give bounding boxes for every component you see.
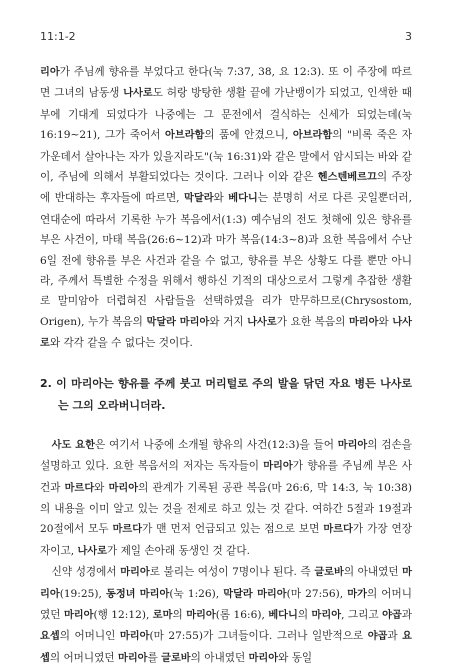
paragraph-1: 리아가 주님께 향유를 부었다고 한다(눅 7:37, 38, 요 12:3). 또 이 주장에 따르면 그녀의 남동생 나사로도 허랑 방탕한 생활 끝에 가난뱅이가 되었고, 인색한 때부에 기대게 되었다가 나중에는 그 문전에서 걸식하는 신세가 되었는데(눅 16:19∼21), 그가 죽어서 아브라함의 품에 안겼으니, 아브라함의 "비록 죽은 자 가운데서 살아나는 자가 있을지라도"(눅 16:31)와 같은 말에서 암시되는 바와 같이, 주님에 의해서 부활되었다는 것이다. 그러나 이와 같은 헨스텐베르끄의 주장에 반대하는 후자들에 따르면, 막달라와 베다니는 분명히 서로 다른 곳일뿐더러, 연대순에 따라서 기록한 누가 복음에서(1:3) 예수님의 전도 첫해에 있은 향유를 부은 사건이, 마태 복음(26:6∼12)과 마가 복음(14:3∼8)과 요한 복음에서 수난 6일 전에 향유를 부은 사건과 같을 수 없고, 향유를 부은 상황도 다를 뿐만 아니라, 주께서 특별한 수정을 위해서 행하신 기적의 대상으로서 그렇게 추잡한 생활로 말미암아 더렵혀진 사람들을 선택하였을 리가 만무하므로(Chrysostom, Origen), 누가 복음의 막달라 마리아와 거지 나사로가 요한 복음의 마리아와 나사로와 각각 같을 수 없다는 것이다. (40, 66, 413, 350)
bold-term: 마리아 (40, 567, 412, 600)
bold-term: 요셉 (40, 631, 413, 664)
bold-term: 리아 (40, 67, 60, 78)
page-number: 3 (405, 30, 412, 43)
bold-term: 베다니 (268, 609, 298, 621)
bold-term: 로마 (152, 609, 173, 621)
paragraph-2: 사도 요한은 여기서 나중에 소개될 향유의 사건(12:3)을 들어 마리아의 검손을 설명하고 있다. 요한 복음서의 저자는 독자들이 마리아가 향유를 주님께 부은 사건과 마르다와 마리아의 관계가 기록된 공관 복음(마 26:6, 막 14:3, 눅 10:38)의 내용을 이미 알고 있는 것을 전제로 하고 있는 것 같다. 여하간 5절과 19절과 20절에서 모두 마르다가 맨 먼저 언급되고 있는 점으로 보면 마르다가 가장 연장자이고, 나사로가 제일 손아래 동생인 것 같다. (40, 438, 413, 557)
bold-term: 야곱 (382, 609, 402, 621)
bold-term: 마르다 (323, 524, 353, 536)
bold-term: 마리아 (263, 461, 293, 473)
bold-term: 야곱 (367, 631, 388, 643)
bold-term: 마르다 (112, 524, 143, 536)
bold-term: 아브라함 (292, 130, 333, 142)
paragraph-3: 신약 성경에서 마리아로 불리는 여성이 7명이나 된다. 즉 글로바의 아내였던 마리아(19:25), 동정녀 마리아(눅 1:26), 막달라 마리아(마 27:56), 마가의 어머니였던 마리아(행 12:12), 로마의 마리아(롬 16:6), 베다니의 마리아, 그리고 야곱과 요셉의 어머니인 마리아(마 27:55)가 그녀들이다. 그러나 일반적으로 야곱과 요셉의 어머니였던 마리아를 글로바의 아내였던 마리아와 동일 (40, 566, 413, 664)
bold-term: 막달라 마리아 (146, 316, 210, 328)
bold-term: 요셉 (40, 631, 60, 643)
bold-term: 마르다 (64, 482, 95, 494)
bold-term: 마리아 (248, 652, 279, 664)
bold-term: 마리아 (117, 652, 148, 664)
bold-term: 막달라 마리아 (223, 588, 287, 600)
chapter-verse-reference: 11:1-2 (40, 30, 76, 43)
bold-term: 나사로 (40, 316, 413, 350)
bold-term: 마리아 (119, 631, 150, 643)
bold-term: 마리아 (348, 316, 379, 328)
verse-heading: 2. 이 마리아는 향유를 주께 붓고 머리털로 주의 발을 닦던 자요 병든 나사로는 그의 오라버니더라. (40, 376, 412, 412)
bold-term: 나사로 (77, 545, 107, 557)
bold-term: 나사로 (123, 88, 153, 100)
bold-term: 마리아 (108, 482, 139, 494)
bold-term: 마리아 (63, 609, 94, 621)
bold-term: 막달라 (184, 193, 214, 205)
bold-term: 글로바 (314, 567, 344, 579)
bold-term: 마리아 (337, 439, 368, 451)
bold-term: 나사로 (247, 316, 277, 328)
page-header (40, 30, 412, 43)
bold-term: 마리아 (120, 567, 150, 579)
bold-term: 동정녀 마리아 (105, 588, 170, 600)
bold-term: 마리아 (186, 609, 216, 621)
bold-term: 마리아 (311, 609, 342, 621)
bold-term: 글로바 (161, 652, 191, 664)
bold-term: 헨스텐베르끄 (317, 172, 377, 184)
page-body (40, 62, 412, 669)
bold-term: 베다니 (228, 193, 258, 205)
bold-term: 사도 요한 (51, 439, 95, 451)
bold-term: 마가 (347, 588, 367, 600)
bold-term: 아브라함 (165, 130, 205, 142)
